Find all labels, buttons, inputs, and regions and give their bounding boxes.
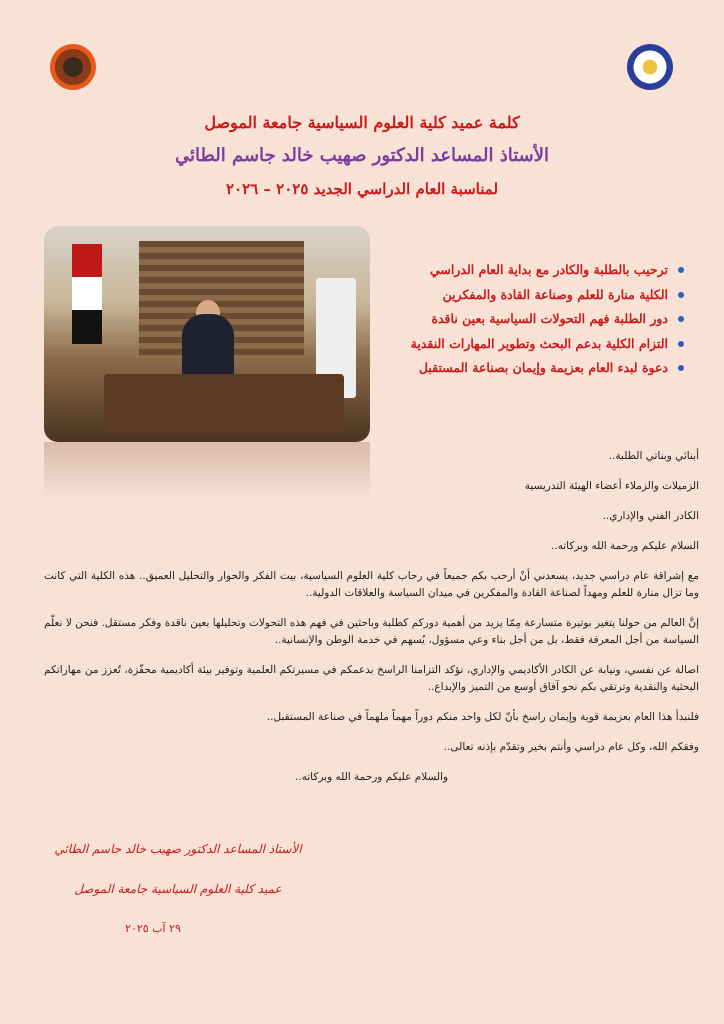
dean-name-title: الأستاذ المساعد الدكتور صهيب خالد جاسم الطائي [174,145,550,166]
letter-date: ٢٩ آب ٢٠٢٥ [125,922,181,935]
signature-position: عميد كلية العلوم السياسية جامعة الموصل [74,882,282,896]
college-seal-logo [50,44,96,90]
signature-name: الأستاذ المساعد الدكتور صهيب خالد جاسم الطائي [54,842,302,856]
paragraph-welcome: مع إشراقة عام دراسي جديد، يسعدني أنْ أرحب بكم جميعاً في رحاب كلية العلوم السياسية، بيت الفكر والحوار والتحليل العميق.. هذه الكلية التي كانت وما تزال منارة للعلم ومهداً لصناعة القادة والمفكرين في ميدان السياسة والعلاقات الدولية.. [44,570,699,599]
greeting-faculty: الزميلات والزملاء أعضاء الهيئة التدريسية [524,480,699,492]
highlights-list [396,258,686,381]
photo-desk [104,374,344,434]
list-item: الكلية منارة للعلم وصناعة القادة والمفكرين [396,283,686,308]
paragraph-commitment: اصالة عن نفسي، ونيابة عن الكادر الأكاديمي والإداري، نؤكد التزامنا الراسخ بدعمكم في مسيرتكم العلمية وتوفير بيئة أكاديمية محفّزة، تُعزز من مهاراتكم البحثية والنقدية وترتقي بكم نحو آفاق أوسع من التميز والإبداع.. [44,664,699,693]
occasion-subtitle: لمناسبة العام الدراسي الجديد ٢٠٢٥ – ٢٠٢٦ [225,180,499,198]
list-item: دور الطلبة فهم التحولات السياسية بعين ناقدة [396,307,686,332]
greeting-staff: الكادر الفني والإداري.. [602,510,699,522]
closing-salutation: والسلام عليكم ورحمة الله وبركاته.. [294,771,449,783]
list-item: دعوة لبدء العام بعزيمة وإيمان بصناعة المستقبل [396,356,686,381]
page-title: كلمة عميد كلية العلوم السياسية جامعة الموصل [204,113,520,132]
paragraph-wishes: وفقكم الله، وكل عام دراسي وأنتم بخير وتقدّم بإذنه تعالى.. [443,741,699,753]
greeting-students: أبنائي وبناتي الطلبة.. [608,450,699,462]
salutation: السلام عليكم ورحمة الله وبركاته.. [550,540,699,552]
paragraph-world: إنَّ العالم من حولنا يتغير بوتيرة متسارعة مِمّا يزيد من أهمية دوركم كطلبة وباحثين في فهم هذه التحولات وتحليلها بعين ناقدة وفكر مستقل. فنحن لا نعلّم السياسة من أجل المعرفة فقط، بل من أجل بناء وعي مسؤول، يُسهم في خدمة الوطن والإنسانية.. [44,617,699,646]
letter-body [44,448,699,799]
university-seal-logo [627,44,673,90]
paragraph-call: فلنبدأ هذا العام بعزيمة قوية وإيمان راسخ بأنّ لكل واحد منكم دوراً مهماً ملهماً في صناعة المستقبل.. [266,711,699,723]
list-item: التزام الكلية بدعم البحث وتطوير المهارات النقدية [396,332,686,357]
photo-person-body [182,314,234,376]
list-item: ترحيب بالطلبة والكادر مع بداية العام الدراسي [396,258,686,283]
dean-office-photo [44,226,370,442]
photo-flag [72,244,102,344]
